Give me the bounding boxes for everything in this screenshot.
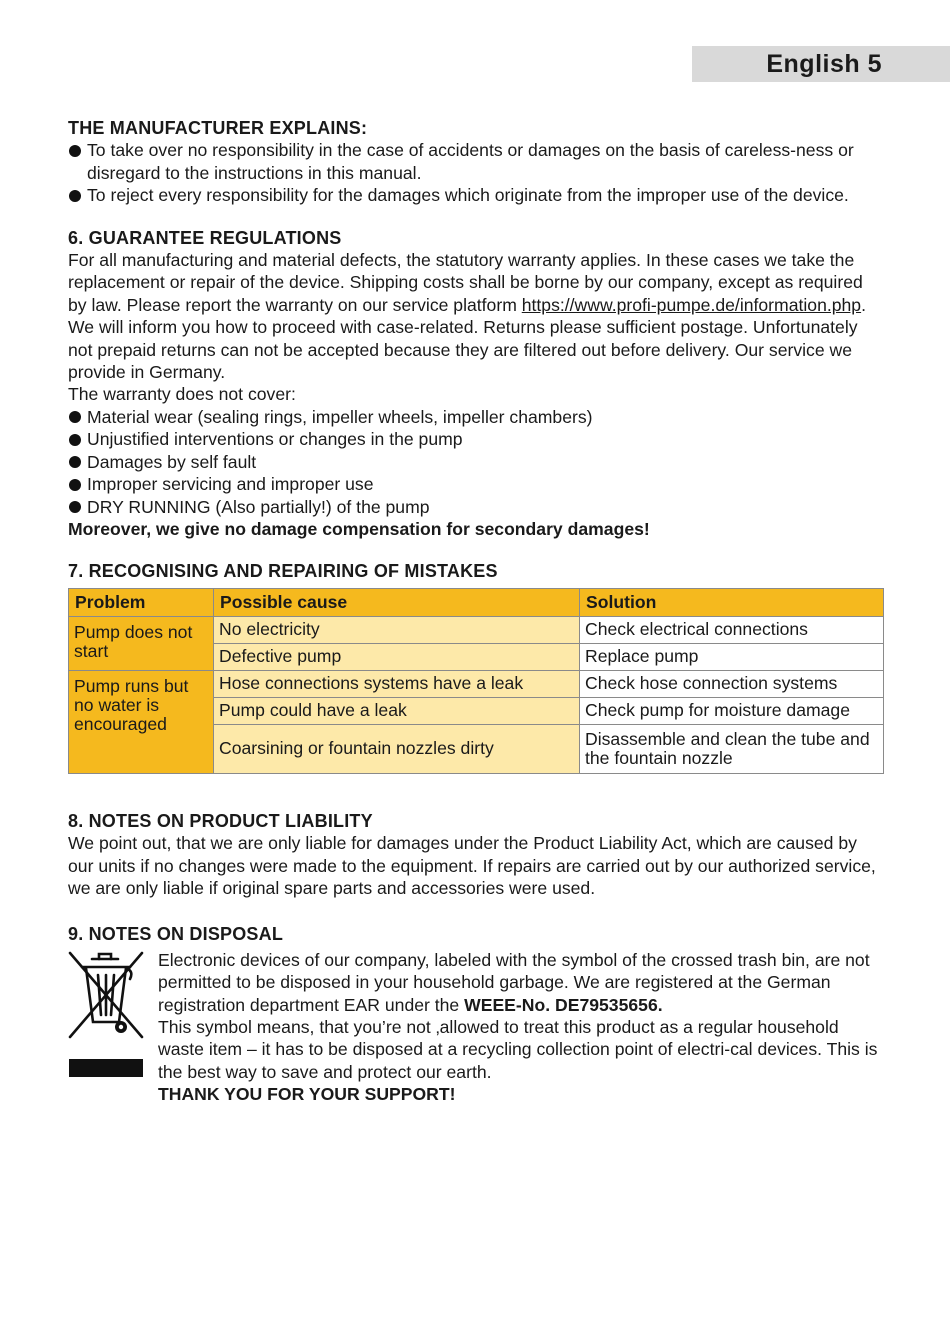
- guarantee-paragraph: [68, 249, 883, 383]
- page-content: [68, 117, 883, 1106]
- solution-cell: Check electrical connections: [580, 616, 884, 643]
- guarantee-text-2: . We will inform you how to proceed with case-related. Returns please sufficient postage. Unfortunately not prepaid returns can not be accepted because they are filtered out before delivery. Our service we provide in Germany.: [68, 294, 866, 383]
- liability-heading: 8. NOTES ON PRODUCT LIABILITY: [68, 810, 373, 831]
- table-row: [69, 670, 884, 697]
- crossed-out-wheelie-bin-icon: [68, 949, 158, 1106]
- table-header-row: [69, 588, 884, 616]
- cause-cell: Pump could have a leak: [214, 697, 580, 724]
- cause-cell: Coarsining or fountain nozzles dirty: [214, 724, 580, 773]
- thank-you-note: THANK YOU FOR YOUR SUPPORT!: [158, 1084, 456, 1105]
- list-item: To reject every responsibility for the damages which originate from the improper use of the device.: [68, 184, 883, 206]
- column-header-solution: Solution: [580, 588, 884, 616]
- warranty-not-cover-label: The warranty does not cover:: [68, 384, 296, 405]
- problem-cell: Pump does not start: [69, 616, 214, 670]
- list-item: Damages by self fault: [68, 451, 883, 473]
- disposal-paragraph-1: [158, 949, 883, 1016]
- solution-cell: Disassemble and clean the tube and the fountain nozzle: [580, 724, 884, 773]
- solution-cell: Replace pump: [580, 643, 884, 670]
- guarantee-closing: Moreover, we give no damage compensation for secondary damages!: [68, 518, 650, 539]
- cause-cell: No electricity: [214, 616, 580, 643]
- liability-section: [68, 810, 883, 900]
- manufacturer-section: [68, 117, 883, 207]
- guarantee-section: [68, 227, 883, 541]
- list-item: Material wear (sealing rings, impeller wheels, impeller chambers): [68, 406, 883, 428]
- list-item: Improper servicing and improper use: [68, 473, 883, 495]
- column-header-problem: Problem: [69, 588, 214, 616]
- troubleshooting-table: [68, 588, 884, 774]
- disposal-paragraph-2: This symbol means, that you’re not ‚allowed to treat this product as a regular household waste item – it has to be disposed at a recycling collection point of electri-cal devices. This is the best way to save and protect our earth.: [158, 1016, 878, 1082]
- disposal-section: [68, 923, 883, 1105]
- list-item: DRY RUNNING (Also partially!) of the pump: [68, 496, 883, 518]
- disposal-block: [68, 949, 883, 1106]
- table-row: [69, 616, 884, 643]
- manufacturer-list: [68, 139, 883, 206]
- problem-cell: Pump runs but no water is encouraged: [69, 670, 214, 773]
- liability-paragraph: We point out, that we are only liable for damages under the Product Liability Act, which are caused by our units if no changes were made to the equipment. If repairs are carried out by our authorized service, we are only liable if original spare parts and accessories were used.: [68, 833, 876, 898]
- service-platform-link[interactable]: https://www.profi-pumpe.de/information.php: [521, 294, 862, 315]
- disposal-heading: 9. NOTES ON DISPOSAL: [68, 924, 284, 945]
- list-item: Unjustified interventions or changes in the pump: [68, 428, 883, 450]
- page-label: English 5: [692, 46, 950, 82]
- troubleshooting-section: [68, 560, 883, 773]
- guarantee-heading: 6. GUARANTEE REGULATIONS: [68, 227, 342, 248]
- list-item: To take over no responsibility in the case of accidents or damages on the basis of careless-ness or disregard to the instructions in this manual.: [68, 139, 883, 184]
- weee-number: WEEE-No. DE79535656.: [464, 994, 663, 1015]
- disposal-text: [158, 949, 883, 1106]
- solution-cell: Check hose connection systems: [580, 670, 884, 697]
- cause-cell: Hose connections systems have a leak: [214, 670, 580, 697]
- solution-cell: Check pump for moisture damage: [580, 697, 884, 724]
- column-header-cause: Possible cause: [214, 588, 580, 616]
- guarantee-text-1: For all manufacturing and material defects, the statutory warranty applies. In these cases we take the replacement or repair of the device. Shipping costs shall be borne by our company, except as required by law. Please report the warranty on our service platform: [68, 250, 863, 315]
- cause-cell: Defective pump: [214, 643, 580, 670]
- warranty-exclusions-list: [68, 406, 883, 518]
- troubleshooting-heading: 7. RECOGNISING AND REPAIRING OF MISTAKES: [68, 561, 498, 582]
- manufacturer-heading: THE MANUFACTURER EXPLAINS:: [68, 118, 368, 138]
- disposal-text-1: Electronic devices of our company, labeled with the symbol of the crossed trash bin, are not permitted to be disposed in your household garbage. We are registered at the German registration department EAR under the: [158, 949, 870, 1015]
